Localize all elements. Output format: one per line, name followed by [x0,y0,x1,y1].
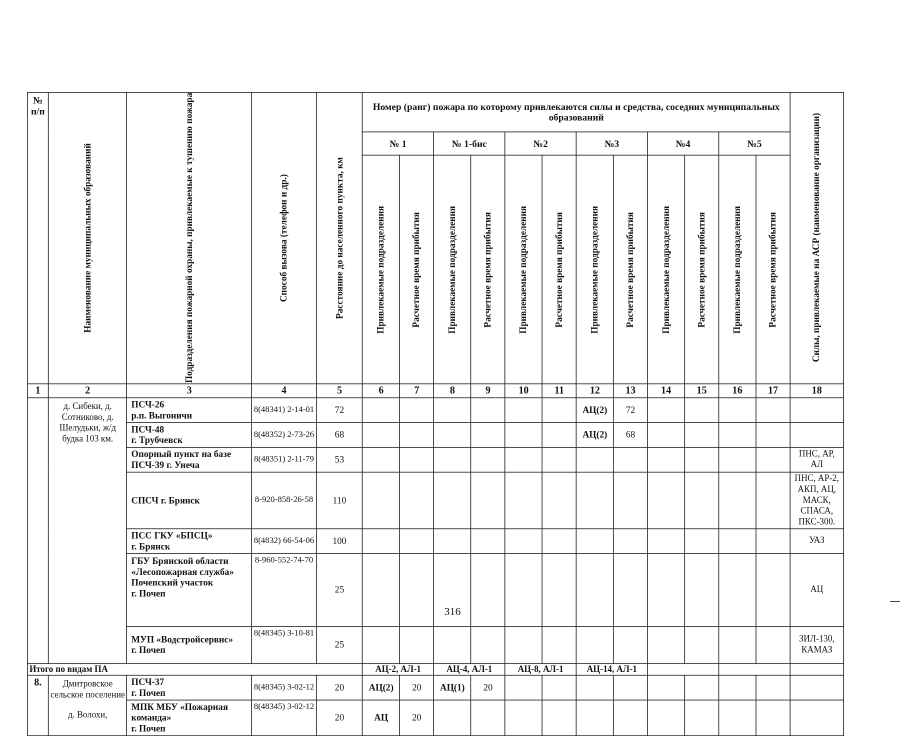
unit-name: ПСС ГКУ «БПСЦ» [131,529,213,541]
cell [505,528,542,553]
cell [647,422,684,447]
totals-rank4 [647,663,718,675]
cell [756,700,790,736]
cell [613,472,647,529]
col-number: 10 [505,383,542,397]
header-units: Подразделения пожарной охраны, привлекаемые к тушению пожара [127,92,252,383]
cell [685,397,719,422]
cell [400,447,434,472]
unit-cell [127,472,252,529]
header-arrival: Расчетное время прибытия [471,156,505,384]
header-attracted: Привлекаемые подразделения [719,156,756,384]
asr-cell: АЦ [790,553,844,626]
unit-name: СПСЧ г. Брянск [131,494,200,506]
asr-cell: ПНС, АР-2, АКП, АЦ, МАСК, СПАСА, ПКС-300. [790,472,844,529]
header-rank-1: № 1 [363,132,434,155]
unit-cell [127,675,252,700]
asr-cell [790,675,844,700]
rank1-time: 20 [400,700,434,736]
col-number: 1 [27,383,48,397]
cell [647,675,684,700]
cell [685,472,719,529]
cell [756,397,790,422]
cell [576,626,613,663]
phone-cell: 8(48345) 3-10-81 [252,626,317,663]
table-row [27,422,843,447]
cell [434,447,471,472]
col-number: 5 [316,383,362,397]
table-row [27,472,843,529]
header-arrival: Расчетное время прибытия [685,156,719,384]
header-distance: Расстояние до населенного пункта, км [316,92,362,383]
cell [685,447,719,472]
cell [542,700,576,736]
cell [542,472,576,529]
table-row [27,528,843,553]
cell [542,675,576,700]
totals-rank5 [719,663,790,675]
cell [505,447,542,472]
distance-cell: 25 [316,626,362,663]
cell [363,528,400,553]
cell [647,700,684,736]
table-row [27,700,843,736]
phone-cell: 8(48345) 3-02-12 [252,700,317,736]
cell [576,675,613,700]
col-number: 6 [363,383,400,397]
cell [719,675,756,700]
unit-cell [127,447,252,472]
cell [542,447,576,472]
header-rank-5: №5 [719,132,790,155]
cell [613,700,647,736]
cell [471,472,505,529]
rank1bis-time: 20 [471,675,505,700]
unit-cell [127,626,252,663]
cell [756,675,790,700]
cell [576,472,613,529]
totals-rank1bis: АЦ-4, АЛ-1 [434,663,505,675]
col-number: 13 [613,383,647,397]
col-number: 18 [790,383,844,397]
distance-cell: 53 [316,447,362,472]
header-attracted: Привлекаемые подразделения [505,156,542,384]
header-municipality: Наименование муниципальных образований [48,92,127,383]
phone-cell: 8(48345) 3-02-12 [252,675,317,700]
cell [434,626,471,663]
cell [471,528,505,553]
phone-cell: 8(48351) 2-11-79 [252,447,317,472]
cell [400,397,434,422]
distance-cell: 25 [316,553,362,626]
group2-num: 8. [27,675,48,735]
col-number: 2 [48,383,127,397]
unit-cell [127,397,252,422]
cell [647,528,684,553]
cell [471,626,505,663]
header-rank-3: №3 [576,132,647,155]
distance-cell: 20 [316,675,362,700]
asr-cell [790,422,844,447]
cell [400,472,434,529]
unit-location: г. Трубчевск [131,434,183,446]
group2-municipality-sub: д. Волохи, [67,710,108,720]
margin-mark [890,601,900,602]
col-number: 3 [127,383,252,397]
header-rank-2: №2 [505,132,576,155]
cell [434,472,471,529]
distance-cell: 100 [316,528,362,553]
header-num: № п/п [27,92,48,383]
col-number: 12 [576,383,613,397]
cell [363,422,400,447]
cell [434,397,471,422]
cell [576,700,613,736]
cell [719,397,756,422]
totals-row [27,663,843,675]
phone-cell: 8(4832) 66-54-06 [252,528,317,553]
header-rank-4: №4 [647,132,718,155]
rank1-time: 20 [400,675,434,700]
asr-cell: ПНС, АР, АЛ [790,447,844,472]
table-row [27,675,843,700]
table-row [27,626,843,663]
cell [647,472,684,529]
cell [685,626,719,663]
cell [363,447,400,472]
cell [505,422,542,447]
asr-cell [790,397,844,422]
unit-name: МПК МБУ «Пожарная команда» [131,701,228,723]
cell [434,700,471,736]
unit-name: ПСЧ-26 [131,398,165,410]
cell [647,397,684,422]
asr-cell: ЗИЛ-130, КАМАЗ [790,626,844,663]
col-number: 15 [685,383,719,397]
unit-name: Опорный пункт на базе [131,448,232,460]
rank1bis-unit: АЦ(1) [434,675,471,700]
cell [685,528,719,553]
cell [685,700,719,736]
rank3-unit: АЦ(2) [576,397,613,422]
cell [756,626,790,663]
cell [471,700,505,736]
unit-name: ГБУ Брянской области «Лесопожарная служба» Почепский участок [131,555,234,588]
rank3-time: 72 [613,397,647,422]
table-row [27,447,843,472]
cell [542,422,576,447]
cell [756,422,790,447]
cell [719,447,756,472]
cell [505,472,542,529]
cell [363,397,400,422]
col-number: 16 [719,383,756,397]
cell [647,447,684,472]
cell [756,447,790,472]
cell [685,675,719,700]
cell [505,700,542,736]
group1-municipality: д. Сибеки, д. Сотниково, д. Шелудьки, ж/д будка 103 км. [48,397,127,663]
cell [505,397,542,422]
rank3-time: 68 [613,422,647,447]
unit-name: ПСЧ-48 [131,423,165,435]
col-number: 8 [434,383,471,397]
header-attracted: Привлекаемые подразделения [363,156,400,384]
distance-cell: 68 [316,422,362,447]
unit-location: г. Почеп [131,644,166,656]
unit-location: р.п. Выгоничи [131,409,193,421]
header-arrival: Расчетное время прибытия [542,156,576,384]
phone-cell: 8-920-858-26-58 [252,472,317,529]
cell [719,528,756,553]
unit-name: МУП «Водстройсервис» [131,633,234,645]
group2-municipality: Дмитровское сельское поселение [50,679,125,700]
col-number: 17 [756,383,790,397]
col-number: 14 [647,383,684,397]
header-attracted: Привлекаемые подразделения [576,156,613,384]
group2-municipality-cell [48,675,127,735]
phone-cell: 8-960-552-74-70 [252,553,317,626]
header-arrival: Расчетное время прибытия [613,156,647,384]
table-row [27,397,843,422]
unit-location: г. Почеп [131,587,166,599]
unit-name: ПСЧ-37 [131,676,165,688]
unit-location: ПСЧ-39 г. Унеча [131,459,200,471]
cell [471,397,505,422]
cell [719,626,756,663]
cell [363,626,400,663]
cell [363,472,400,529]
cell [542,528,576,553]
cell [613,675,647,700]
unit-cell [127,700,252,736]
header-rank-title: Номер (ранг) пожара по которому привлекаются силы и средства, соседних муниципальных образований [363,92,791,132]
asr-cell: УАЗ [790,528,844,553]
cell [542,626,576,663]
unit-location: г. Брянск [131,540,171,552]
cell [613,626,647,663]
cell [400,422,434,447]
cell [756,528,790,553]
cell [471,447,505,472]
distance-cell: 110 [316,472,362,529]
page-number: 316 [444,606,461,618]
header-arrival: Расчетное время прибытия [400,156,434,384]
cell [576,447,613,472]
cell [719,700,756,736]
cell [647,626,684,663]
col-number: 9 [471,383,505,397]
totals-rank1: АЦ-2, АЛ-1 [363,663,434,675]
header-attracted: Привлекаемые подразделения [434,156,471,384]
group1-num-cell [27,397,48,663]
cell [505,675,542,700]
fire-forces-table-sheet [27,92,844,736]
cell [756,472,790,529]
rank1-unit: АЦ [363,700,400,736]
distance-cell: 20 [316,700,362,736]
header-call-method: Способ вызова (телефон и др.) [252,92,317,383]
rank1-unit: АЦ(2) [363,675,400,700]
totals-label: Итого по видам ПА [27,663,362,675]
phone-cell: 8(48341) 2-14-01 [252,397,317,422]
cell [542,397,576,422]
totals-rank3: АЦ-14, АЛ-1 [576,663,647,675]
cell [613,447,647,472]
cell [434,422,471,447]
rank3-unit: АЦ(2) [576,422,613,447]
totals-rank2: АЦ-8, АЛ-1 [505,663,576,675]
unit-location: г. Почеп [131,722,166,734]
col-number: 4 [252,383,317,397]
phone-cell: 8(48352) 2-73-26 [252,422,317,447]
header-attracted: Привлекаемые подразделения [647,156,684,384]
cell [719,472,756,529]
cell [434,528,471,553]
unit-cell [127,528,252,553]
totals-asr [790,663,844,675]
header-rank-1bis: № 1-бис [434,132,505,155]
asr-cell [790,700,844,736]
header-asr: Силы, привлекаемые на АСР (наименование организации) [790,92,844,383]
cell [400,528,434,553]
fire-forces-table [27,92,844,736]
unit-cell [127,422,252,447]
cell [719,422,756,447]
cell [505,626,542,663]
col-number: 7 [400,383,434,397]
col-number: 11 [542,383,576,397]
cell [400,626,434,663]
unit-location: г. Почеп [131,687,166,699]
cell [613,528,647,553]
distance-cell: 72 [316,397,362,422]
cell [471,422,505,447]
header-arrival: Расчетное время прибытия [756,156,790,384]
cell [576,528,613,553]
cell [685,422,719,447]
